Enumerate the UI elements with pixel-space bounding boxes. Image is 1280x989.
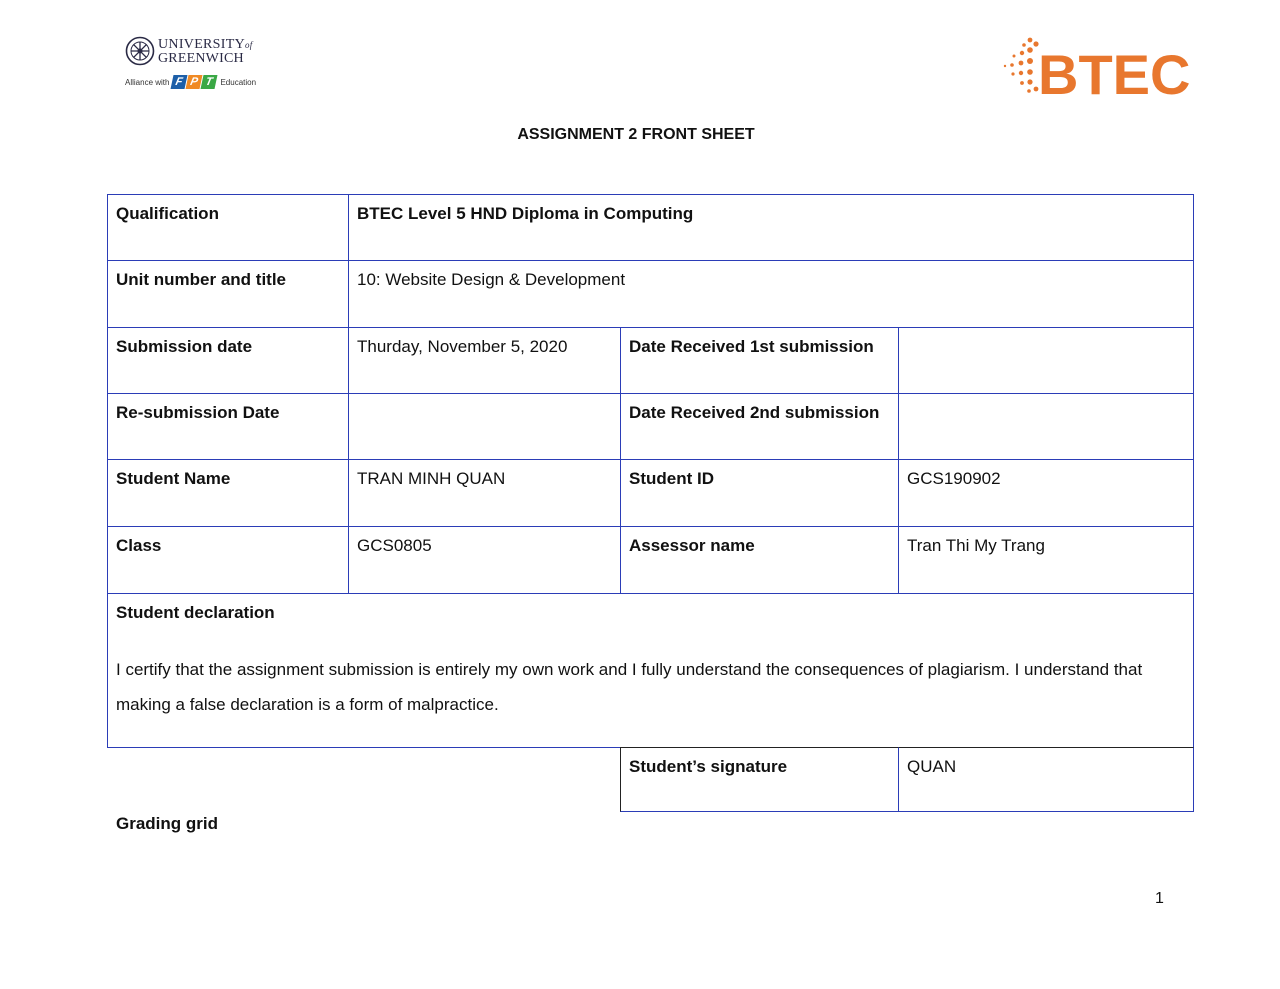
- qualification-label: Qualification: [107, 194, 349, 261]
- unit-label: Unit number and title: [107, 260, 349, 328]
- qualification-value: BTEC Level 5 HND Diploma in Computing: [348, 194, 1194, 261]
- logo-education-text: Education: [220, 77, 257, 87]
- fpt-letter-p: P: [186, 75, 203, 89]
- grading-grid-heading: Grading grid: [116, 814, 218, 833]
- student-id-label: Student ID: [620, 459, 899, 527]
- fpt-letter-f: F: [171, 75, 188, 89]
- date-received-2nd-label: Date Received 2nd submission: [620, 393, 899, 460]
- student-signature-label: Student’s signature: [620, 747, 899, 812]
- class-value: GCS0805: [348, 526, 621, 594]
- fpt-logo: [172, 75, 217, 89]
- student-id-value: GCS190902: [898, 459, 1194, 527]
- logo-university-text: UNIVERSITY: [158, 36, 245, 52]
- date-received-2nd-value: [898, 393, 1194, 460]
- resubmission-date-value: [348, 393, 621, 460]
- date-received-1st-value: [898, 327, 1194, 394]
- university-greenwich-logo: [125, 36, 265, 102]
- page-number: 1: [1155, 890, 1164, 907]
- logo-alliance-text: Alliance with: [125, 77, 170, 87]
- btec-logo-text: BTEC: [1038, 43, 1191, 100]
- assessor-name-label: Assessor name: [620, 526, 899, 594]
- submission-date-value: Thurday, November 5, 2020: [348, 327, 621, 394]
- logo-greenwich-text: GREENWICH: [158, 50, 244, 66]
- university-seal-icon: [125, 36, 155, 66]
- fpt-letter-t: T: [201, 75, 218, 89]
- unit-value: 10: Website Design & Development: [348, 260, 1194, 328]
- student-declaration: [107, 593, 1194, 748]
- submission-date-label: Submission date: [107, 327, 349, 394]
- btec-logo: [1000, 34, 1195, 100]
- logo-of-text: of: [245, 39, 253, 50]
- assessor-name-value: Tran Thi My Trang: [898, 526, 1194, 594]
- resubmission-date-label: Re-submission Date: [107, 393, 349, 460]
- class-label: Class: [107, 526, 349, 594]
- declaration-heading: Student declaration: [116, 603, 275, 622]
- student-name-label: Student Name: [107, 459, 349, 527]
- student-signature-value: QUAN: [898, 747, 1194, 812]
- date-received-1st-label: Date Received 1st submission: [620, 327, 899, 394]
- student-name-value: TRAN MINH QUAN: [348, 459, 621, 527]
- page-title: ASSIGNMENT 2 FRONT SHEET: [517, 126, 755, 143]
- declaration-text: I certify that the assignment submission is entirely my own work and I fully understand the consequences of plagiarism. I understand that making a false declaration is a form of malpractice.: [116, 660, 1143, 714]
